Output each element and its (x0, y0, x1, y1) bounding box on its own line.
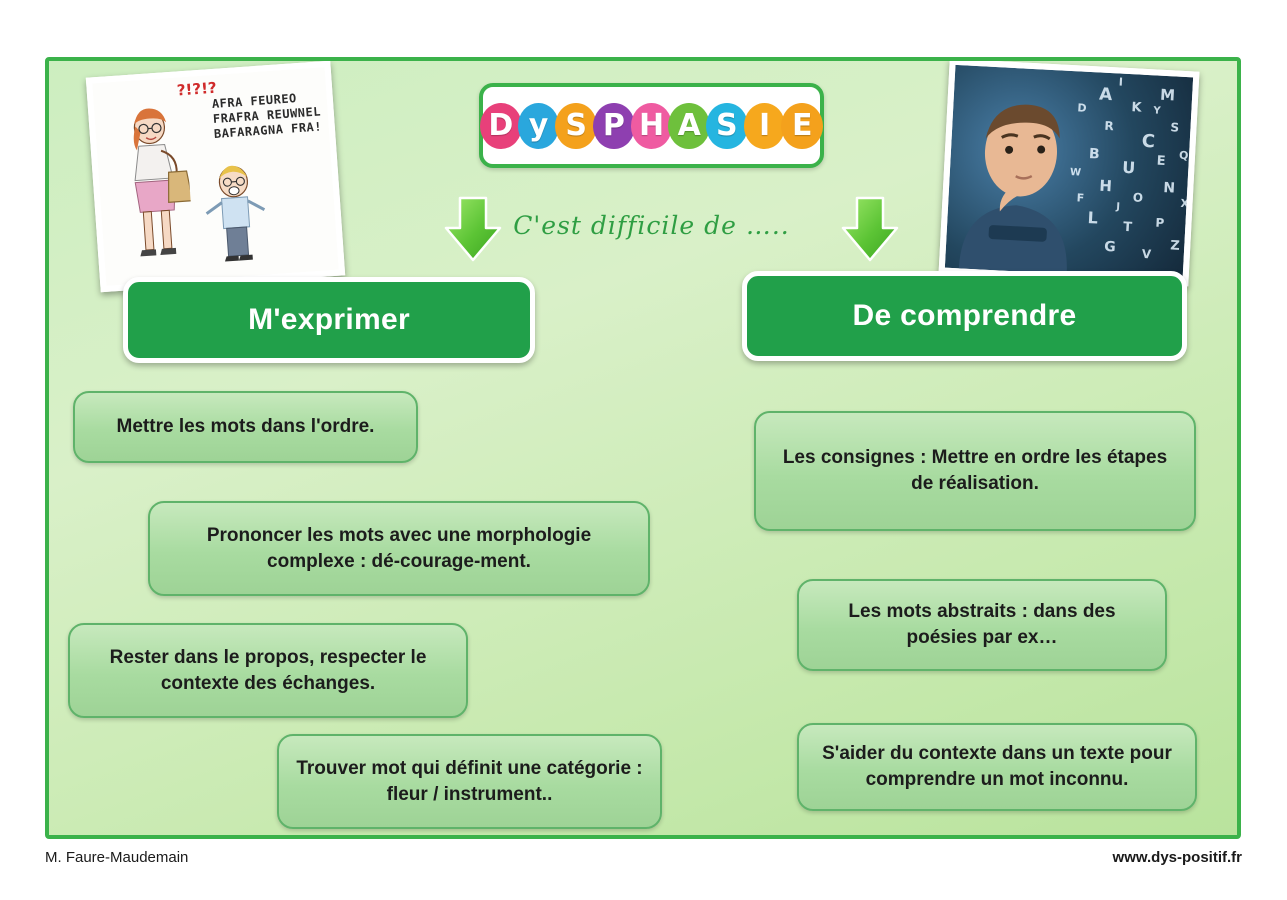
title-letter: S (706, 103, 748, 149)
adult-figure-icon (114, 105, 194, 260)
arrow-down-right-icon (839, 196, 901, 262)
comic-speech-text: AFRA FEUREO FRAFRA REUWNEL BAFARAGNA FRA! (211, 91, 323, 141)
idea-box: Mettre les mots dans l'ordre. (73, 391, 418, 463)
idea-box: Trouver mot qui définit une catégorie : fleur / instrument.. (277, 734, 662, 829)
column-heading-express: M'exprimer (123, 277, 535, 363)
idea-box: Rester dans le propos, respecter le contexte des échanges. (68, 623, 468, 718)
idea-box: Les mots abstraits : dans des poésies par ex… (797, 579, 1167, 671)
title-letter: y (518, 103, 560, 149)
subtitle-text: C'est difficile de ….. (513, 211, 790, 240)
column-heading-understand: De comprendre (742, 271, 1187, 361)
title-letter: S (555, 103, 597, 149)
arrow-down-left-icon (442, 196, 504, 262)
idea-box: Prononcer les mots avec une morphologie complexe : dé-courage-ment. (148, 501, 650, 596)
title-letter: E (781, 103, 823, 149)
footer-website: www.dys-positif.fr (1112, 849, 1242, 866)
boy-silhouette-icon (953, 83, 1083, 274)
comic-marks: ?!?!? (176, 78, 218, 100)
title-letter: H (631, 103, 673, 149)
title-letter: A (668, 103, 710, 149)
title-letter: D (480, 103, 522, 149)
idea-box: S'aider du contexte dans un texte pour comprendre un mot inconnu. (797, 723, 1197, 811)
footer-author: M. Faure-Maudemain (45, 849, 189, 866)
idea-box: Les consignes : Mettre en ordre les étapes de réalisation. (754, 411, 1196, 531)
title-letter: P (593, 103, 635, 149)
page-title (479, 83, 824, 168)
title-letter: I (744, 103, 786, 149)
comic-illustration-photo (86, 61, 345, 293)
poster-canvas (45, 57, 1241, 839)
child-figure-icon (194, 161, 277, 266)
boy-thinking-photo: A K M R C S B U E H O N L T P G V Z D F X I Q W Y J (939, 59, 1200, 287)
